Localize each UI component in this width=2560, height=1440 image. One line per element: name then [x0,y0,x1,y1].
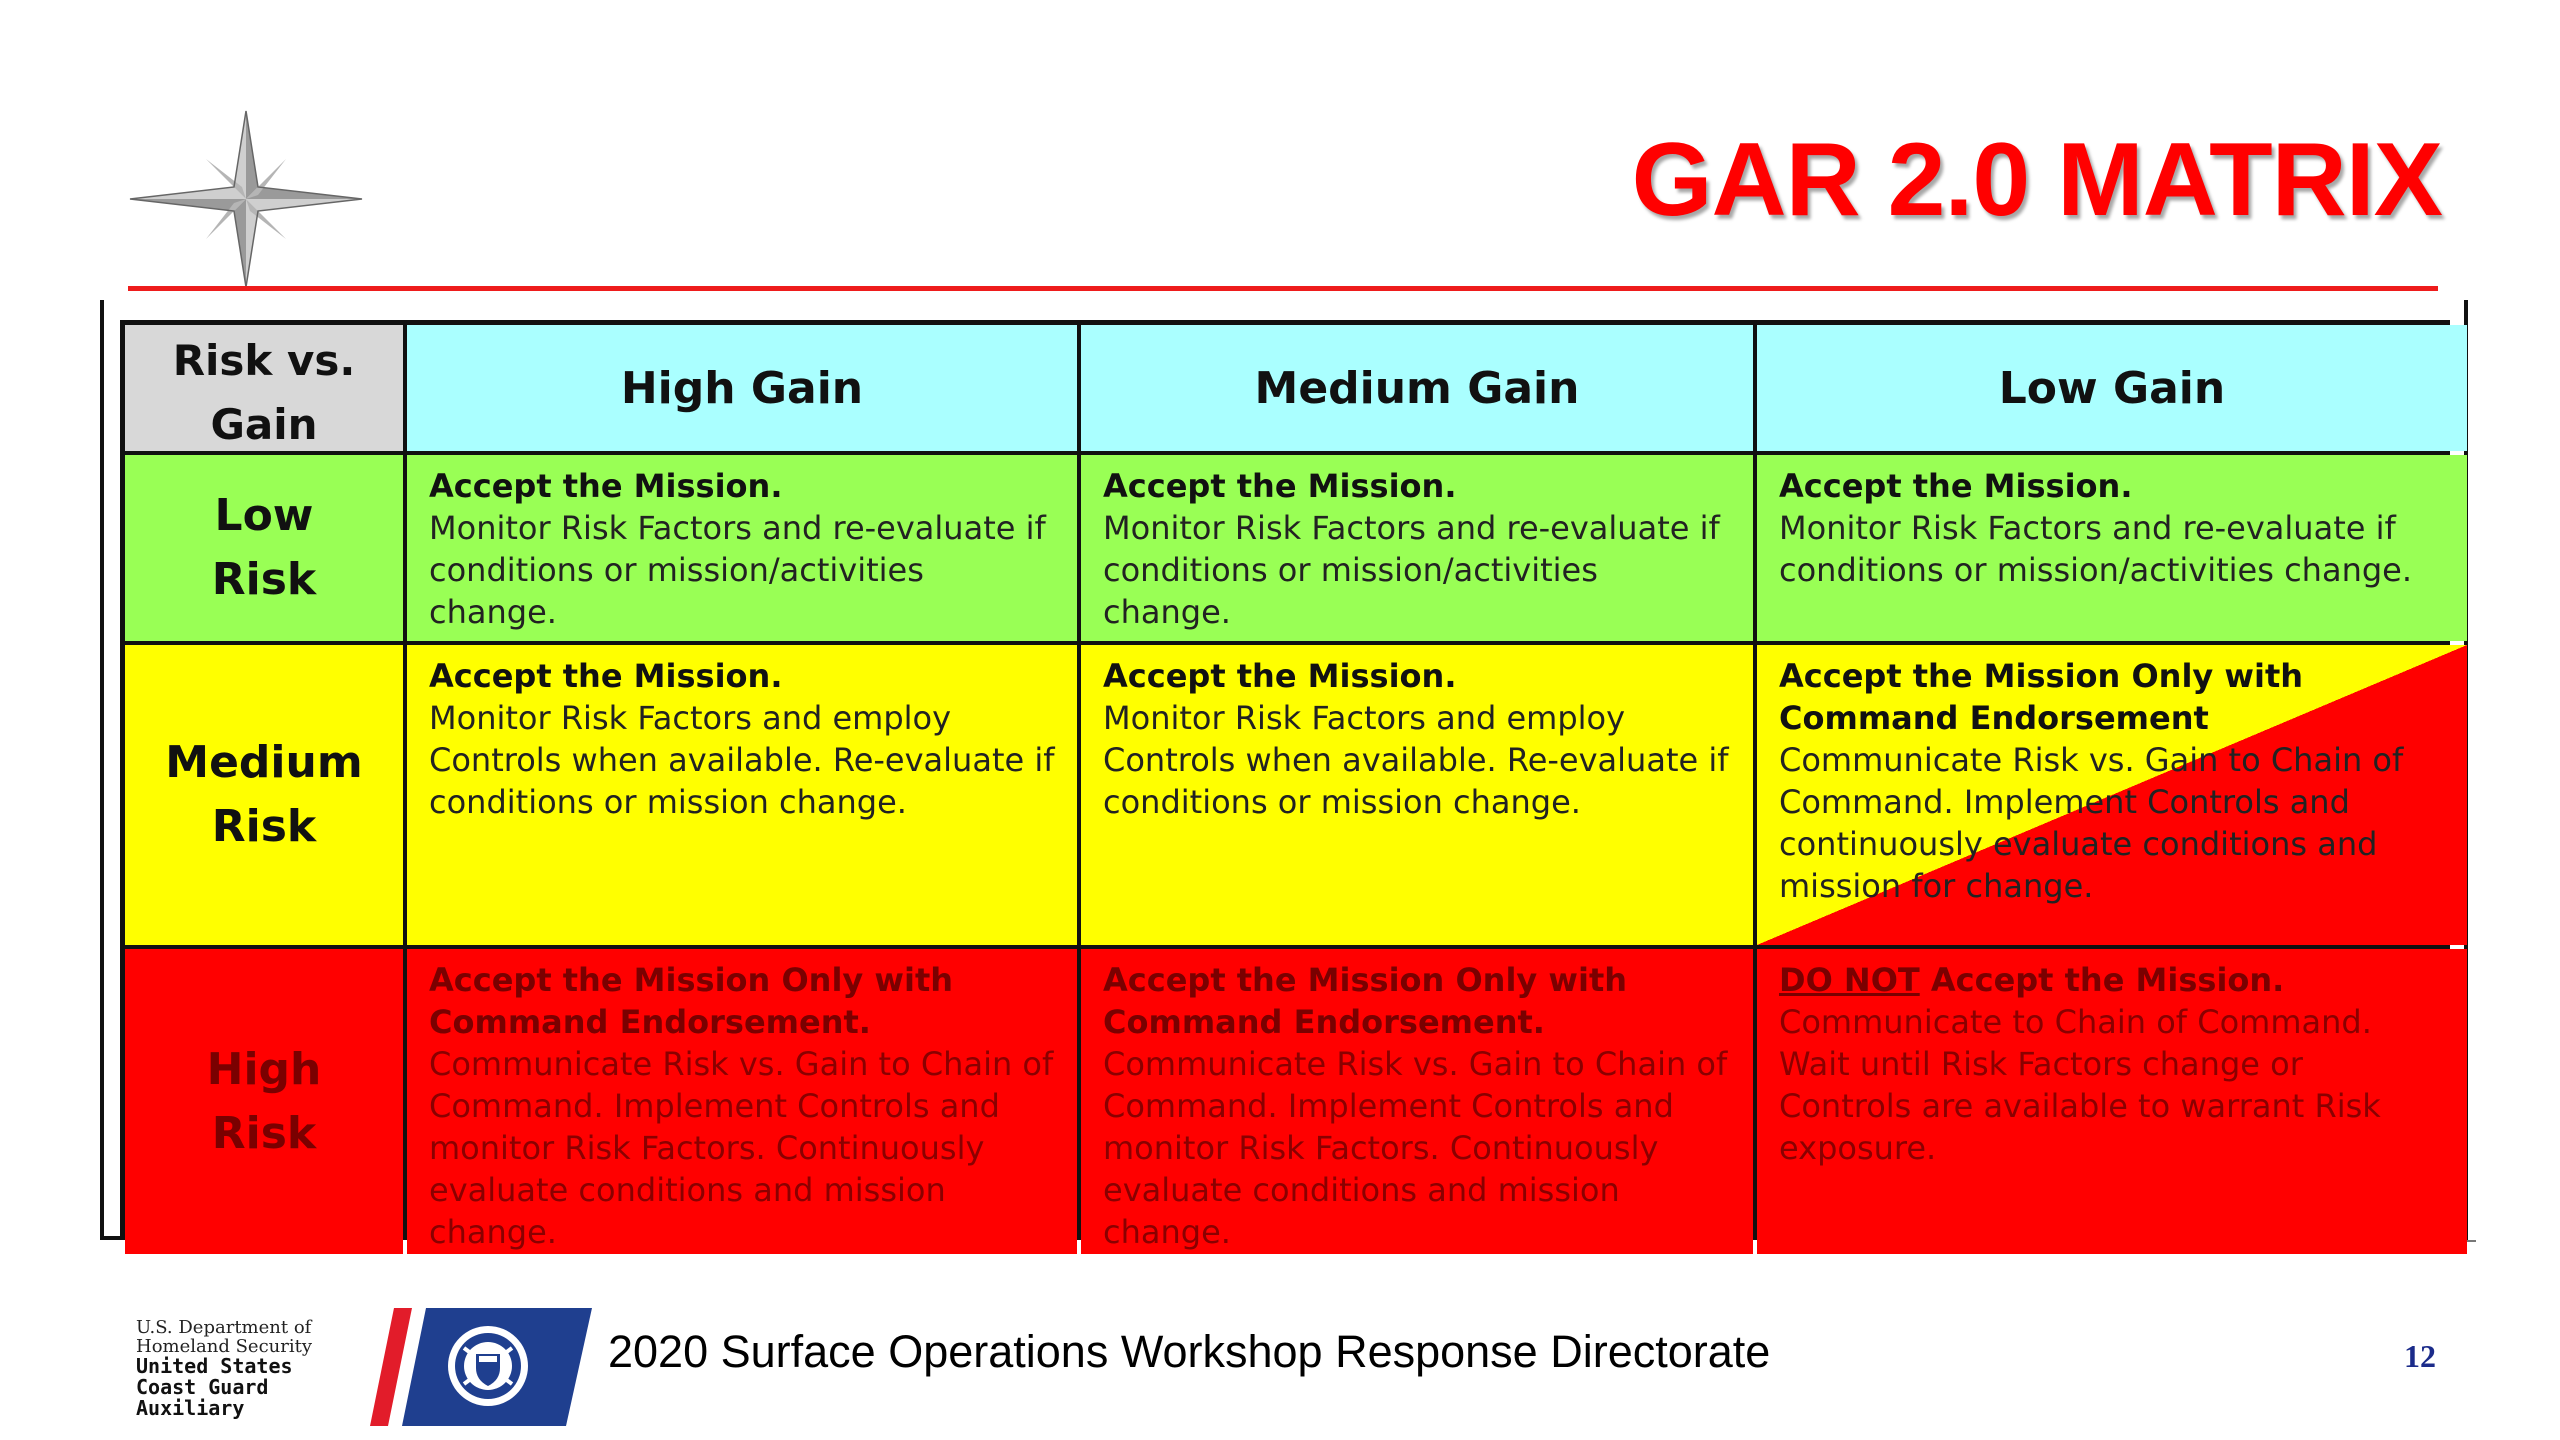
cell-lead: Accept the Mission. [1103,467,1457,505]
cell-lead: Accept the Mission Only with Command Endorsement. [1103,961,1628,1041]
row-header-medium-risk [125,645,403,945]
org-line: United States [136,1354,293,1378]
cell-text: Communicate to Chain of Command. Wait until Risk Factors change or Controls are available to warrant Risk exposure. [1779,1003,2381,1167]
column-header-label: Low Gain [1998,362,2226,414]
cell-text: Monitor Risk Factors and re-evaluate if conditions or mission/activities change. [1779,509,2413,589]
row-header-line-1: High [206,1043,322,1095]
cell-text: Communicate Risk vs. Gain to Chain of Command. Implement Controls and continuously evaluate conditions and mission for change. [1779,741,2404,905]
column-header-low-gain [1757,325,2467,451]
cell-high-risk-medium-gain [1081,949,1753,1254]
slide-title: GAR 2.0 MATRIX [1631,122,2442,238]
column-header-label: Medium Gain [1254,362,1580,414]
cell-lead-wrapper [1779,959,2445,1001]
cell-medium-risk-high-gain [407,645,1077,945]
cell-text: Communicate Risk vs. Gain to Chain of Command. Implement Controls and monitor Risk Factors. Continuously evaluate conditions and mission change. [429,1045,1054,1251]
column-header-label: High Gain [620,362,864,414]
do-not-emphasis: DO NOT [1779,961,1920,999]
cell-lead: Accept the Mission. [1919,961,2285,999]
title-underline [128,286,2438,291]
corner-line-2: Gain [210,400,318,449]
corner-header [125,325,403,451]
cell-high-risk-low-gain [1757,949,2467,1254]
row-header-line-2: Risk [211,1107,317,1159]
row-header-line-2: Risk [211,801,317,852]
frame-tick [2466,1240,2476,1252]
org-line: Coast Guard [136,1375,269,1399]
gar-matrix-table [120,320,2450,1251]
cell-medium-risk-medium-gain [1081,645,1753,945]
cell-lead: Accept the Mission. [1103,657,1457,695]
cell-text: Monitor Risk Factors and re-evaluate if conditions or mission/activities change. [1103,509,1720,631]
footer-text: 2020 Surface Operations Workshop Response Directorate [608,1326,1771,1377]
cell-lead: Accept the Mission. [1779,467,2133,505]
cell-medium-risk-low-gain [1757,645,2467,945]
cell-text: Monitor Risk Factors and employ Controls when available. Re-evaluate if conditions or mission change. [1103,699,1729,821]
cell-lead: Accept the Mission Only with Command Endorsement. [429,961,954,1041]
dept-line: U.S. Department of [136,1317,312,1338]
cell-lead: Accept the Mission. [429,467,783,505]
row-header-high-risk [125,949,403,1254]
page-number: 12 [2404,1338,2436,1374]
cell-text: Monitor Risk Factors and re-evaluate if conditions or mission/activities change. [429,509,1046,631]
cell-high-risk-high-gain [407,949,1077,1254]
cell-text: Monitor Risk Factors and employ Controls when available. Re-evaluate if conditions or mission change. [429,699,1055,821]
coast-guard-emblem-icon [352,1308,592,1426]
row-header-line-2: Risk [211,554,317,605]
cell-text: Communicate Risk vs. Gain to Chain of Command. Implement Controls and monitor Risk Factors. Continuously evaluate conditions and mission change. [1103,1045,1728,1251]
cell-low-risk-high-gain [407,455,1077,641]
cell-low-risk-low-gain [1757,455,2467,641]
cell-lead: Accept the Mission Only with Command Endorsement [1779,657,2304,737]
cell-low-risk-medium-gain [1081,455,1753,641]
row-header-line-1: Low [214,490,314,541]
column-header-medium-gain [1081,325,1753,451]
dept-line: Homeland Security [136,1336,313,1357]
org-line: Auxiliary [136,1396,245,1420]
dhs-uscg-auxiliary-wordmark [136,1318,376,1419]
column-header-high-gain [407,325,1077,451]
cell-lead: Accept the Mission. [429,657,783,695]
row-header-line-1: Medium [165,737,363,788]
compass-star-icon [128,110,364,288]
row-header-low-risk [125,455,403,641]
corner-line-1: Risk vs. [172,336,356,385]
